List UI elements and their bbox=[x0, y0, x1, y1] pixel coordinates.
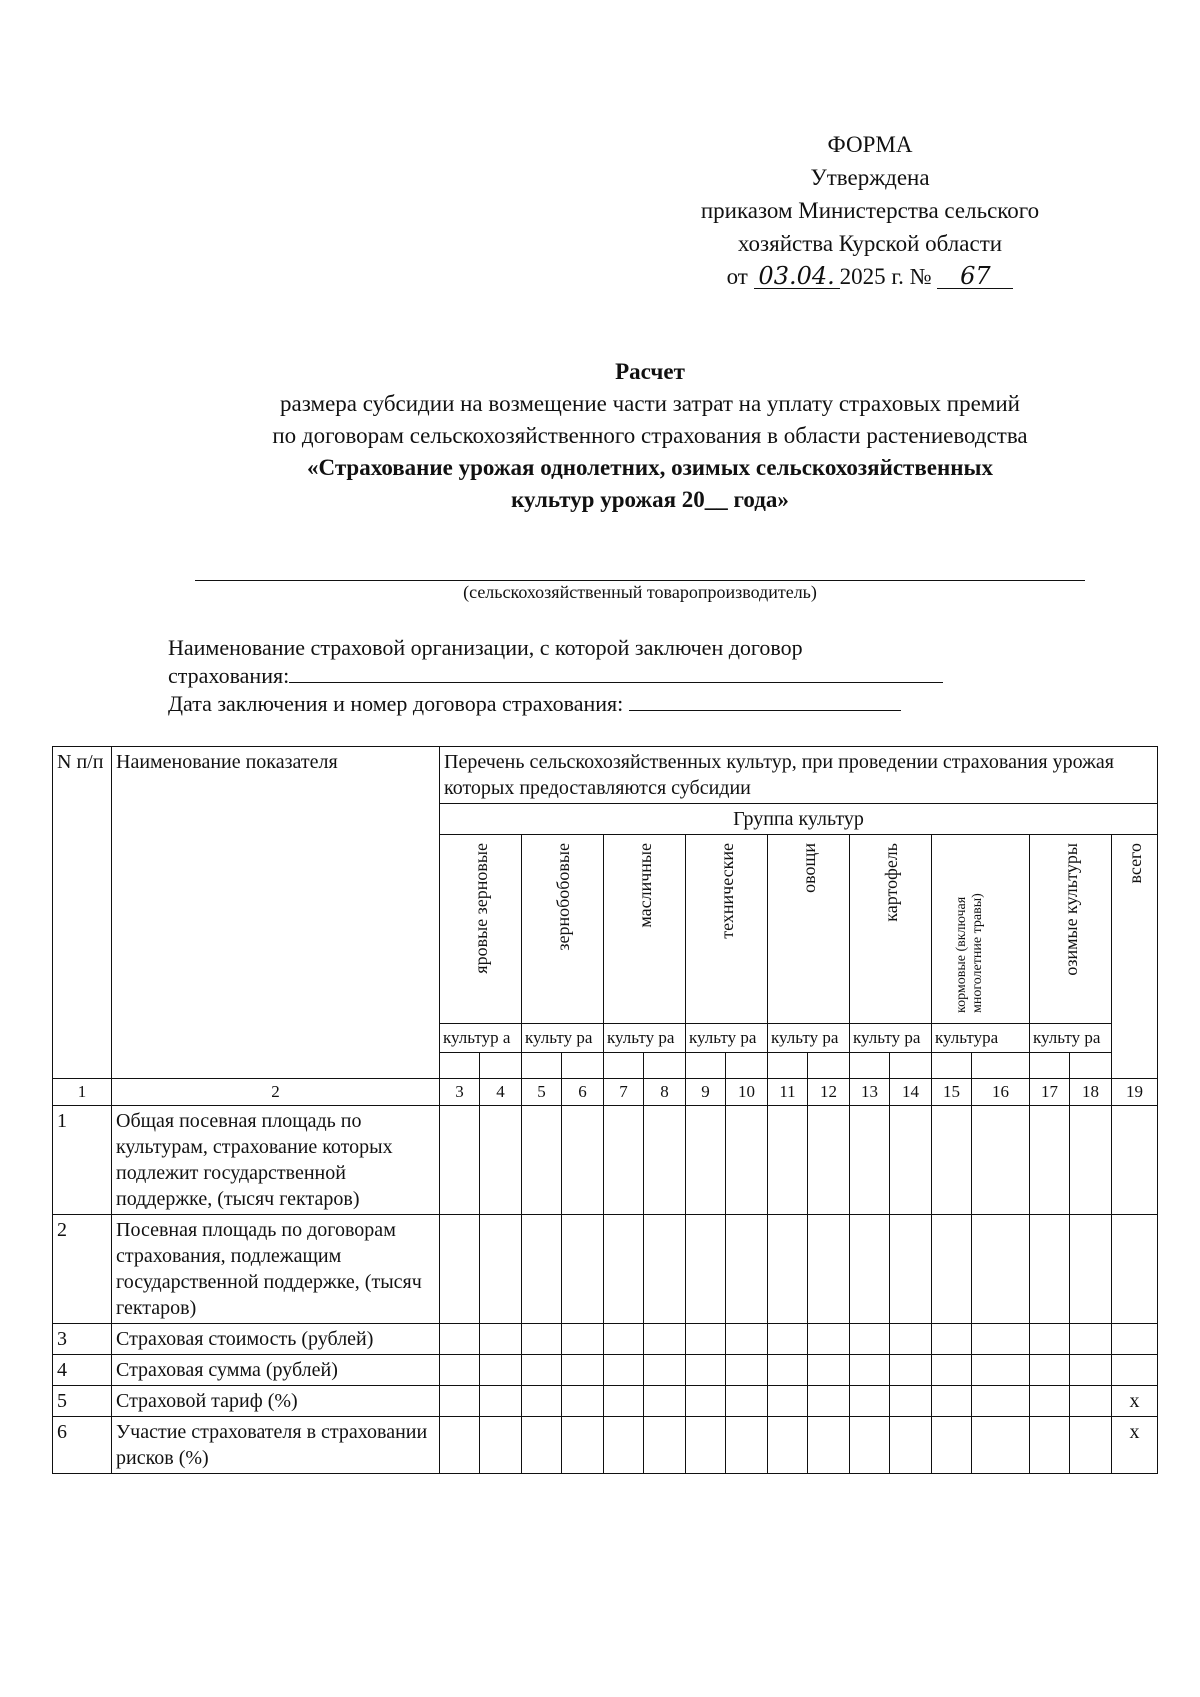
col-number: 3 bbox=[440, 1079, 480, 1106]
row-number: 2 bbox=[53, 1215, 112, 1324]
approval-date-line bbox=[650, 260, 1090, 293]
value-cell[interactable] bbox=[808, 1355, 850, 1386]
col-number: 13 bbox=[850, 1079, 890, 1106]
group-label: зернобобовые bbox=[552, 843, 573, 951]
value-cell[interactable] bbox=[768, 1386, 808, 1417]
insurer-label-line-1: Наименование страховой организации, с которой заключен договор bbox=[168, 635, 803, 660]
culture-blank-cell[interactable] bbox=[522, 1053, 562, 1079]
col-number: 12 bbox=[808, 1079, 850, 1106]
col-number: 18 bbox=[1070, 1079, 1112, 1106]
culture-blank-cell[interactable] bbox=[1070, 1053, 1112, 1079]
insurer-blank-field[interactable] bbox=[289, 662, 943, 683]
group-total bbox=[1112, 835, 1158, 1079]
crops-header: Перечень сельскохозяйственных культур, при проведении страхования урожая которых предоставляются субсидии bbox=[440, 747, 1158, 804]
group-fodder bbox=[932, 835, 1030, 1024]
total-label: всего bbox=[1124, 843, 1145, 884]
total-cell[interactable] bbox=[1112, 1106, 1158, 1215]
value-cell[interactable] bbox=[850, 1215, 890, 1324]
value-cell[interactable] bbox=[1030, 1324, 1070, 1355]
value-cell[interactable] bbox=[604, 1215, 644, 1324]
culture-label: культу ра bbox=[604, 1024, 686, 1053]
value-cell[interactable] bbox=[1070, 1386, 1112, 1417]
group-label: масличные bbox=[634, 843, 655, 928]
culture-label: культу ра bbox=[768, 1024, 850, 1053]
row-indicator-name: Страховая сумма (рублей) bbox=[112, 1355, 440, 1386]
group-header: Группа культур bbox=[440, 804, 1158, 835]
value-cell[interactable] bbox=[850, 1386, 890, 1417]
value-cell[interactable] bbox=[522, 1215, 562, 1324]
title-line-1: размера субсидии на возмещение части затрат на уплату страховых премий bbox=[280, 391, 1020, 416]
value-cell[interactable] bbox=[480, 1324, 522, 1355]
row-indicator-name: Общая посевная площадь по культурам, страхование которых подлежит государственной поддержке, (тысяч гектаров) bbox=[112, 1106, 440, 1215]
value-cell[interactable] bbox=[480, 1386, 522, 1417]
culture-label: культу ра bbox=[850, 1024, 932, 1053]
value-cell[interactable] bbox=[932, 1386, 972, 1417]
value-cell[interactable] bbox=[644, 1417, 686, 1474]
value-cell[interactable] bbox=[1070, 1215, 1112, 1324]
value-cell[interactable] bbox=[932, 1215, 972, 1324]
title-line-4: культур урожая 20__ года» bbox=[511, 487, 789, 512]
value-cell[interactable] bbox=[644, 1386, 686, 1417]
total-cell[interactable] bbox=[1112, 1324, 1158, 1355]
column-number-row bbox=[53, 1079, 1158, 1106]
culture-label: культу ра bbox=[686, 1024, 768, 1053]
col-number: 6 bbox=[562, 1079, 604, 1106]
approval-ministry-line: хозяйства Курской области bbox=[737, 231, 1003, 256]
row-number: 4 bbox=[53, 1355, 112, 1386]
value-cell[interactable] bbox=[1030, 1355, 1070, 1386]
insurance-fields bbox=[168, 634, 943, 718]
table-row bbox=[53, 1324, 1158, 1355]
insurer-label: страхования: bbox=[168, 663, 290, 688]
value-cell[interactable] bbox=[1070, 1106, 1112, 1215]
row-indicator-name: Страховой тариф (%) bbox=[112, 1386, 440, 1417]
total-cell[interactable] bbox=[1112, 1215, 1158, 1324]
group-technical bbox=[686, 835, 768, 1024]
from-label: от bbox=[726, 264, 748, 289]
group-oilseeds bbox=[604, 835, 686, 1024]
value-cell[interactable] bbox=[1070, 1417, 1112, 1474]
title-line-2: по договорам сельскохозяйственного страхования в области растениеводства bbox=[272, 423, 1028, 448]
col-number: 1 bbox=[53, 1079, 112, 1106]
row-indicator-name: Страховая стоимость (рублей) bbox=[112, 1324, 440, 1355]
value-cell[interactable] bbox=[726, 1106, 768, 1215]
value-cell[interactable] bbox=[644, 1106, 686, 1215]
culture-label: культур а bbox=[440, 1024, 522, 1053]
culture-blank-cell[interactable] bbox=[1030, 1053, 1070, 1079]
value-cell[interactable] bbox=[850, 1355, 890, 1386]
culture-blank-cell[interactable] bbox=[890, 1053, 932, 1079]
value-cell[interactable] bbox=[808, 1215, 850, 1324]
col-name-header: Наименование показателя bbox=[112, 747, 440, 1079]
value-cell[interactable] bbox=[972, 1386, 1030, 1417]
value-cell[interactable] bbox=[768, 1417, 808, 1474]
value-cell[interactable] bbox=[1030, 1386, 1070, 1417]
value-cell[interactable] bbox=[768, 1355, 808, 1386]
value-cell[interactable] bbox=[808, 1106, 850, 1215]
value-cell[interactable] bbox=[644, 1355, 686, 1386]
value-cell[interactable] bbox=[440, 1215, 480, 1324]
value-cell[interactable] bbox=[686, 1355, 726, 1386]
value-cell[interactable] bbox=[972, 1417, 1030, 1474]
value-cell[interactable] bbox=[440, 1355, 480, 1386]
value-cell[interactable] bbox=[932, 1355, 972, 1386]
culture-blank-cell[interactable] bbox=[440, 1053, 480, 1079]
value-cell[interactable] bbox=[932, 1324, 972, 1355]
culture-blank-cell[interactable] bbox=[768, 1053, 808, 1079]
row-indicator-name: Участие страхователя в страховании рисков (%) bbox=[112, 1417, 440, 1474]
value-cell[interactable] bbox=[604, 1355, 644, 1386]
value-cell[interactable] bbox=[522, 1417, 562, 1474]
group-label: кормовые (включая многолетние травы) bbox=[953, 893, 985, 1013]
value-cell[interactable] bbox=[522, 1355, 562, 1386]
row-number: 6 bbox=[53, 1417, 112, 1474]
value-cell[interactable] bbox=[480, 1417, 522, 1474]
value-cell[interactable] bbox=[686, 1386, 726, 1417]
year-label: 2025 г. bbox=[839, 264, 904, 289]
total-cell[interactable]: x bbox=[1112, 1386, 1158, 1417]
handwritten-number: 67 bbox=[937, 264, 1013, 289]
value-cell[interactable] bbox=[932, 1106, 972, 1215]
culture-blank-cell[interactable] bbox=[972, 1053, 1030, 1079]
value-cell[interactable] bbox=[686, 1417, 726, 1474]
col-number: 19 bbox=[1112, 1079, 1158, 1106]
title-line-3: «Страхование урожая однолетних, озимых сельскохозяйственных bbox=[307, 455, 993, 480]
culture-blank-cell[interactable] bbox=[932, 1053, 972, 1079]
value-cell[interactable] bbox=[604, 1417, 644, 1474]
col-number: 16 bbox=[972, 1079, 1030, 1106]
table-body bbox=[53, 1106, 1158, 1474]
total-cell[interactable]: x bbox=[1112, 1417, 1158, 1474]
group-label: яровые зерновые bbox=[470, 843, 491, 974]
col-number: 10 bbox=[726, 1079, 768, 1106]
value-cell[interactable] bbox=[604, 1386, 644, 1417]
culture-blank-cell[interactable] bbox=[850, 1053, 890, 1079]
value-cell[interactable] bbox=[644, 1215, 686, 1324]
col-number: 17 bbox=[1030, 1079, 1070, 1106]
value-cell[interactable] bbox=[890, 1324, 932, 1355]
value-cell[interactable] bbox=[890, 1417, 932, 1474]
value-cell[interactable] bbox=[1030, 1417, 1070, 1474]
value-cell[interactable] bbox=[562, 1106, 604, 1215]
table-row bbox=[53, 1386, 1158, 1417]
culture-blank-cell[interactable] bbox=[686, 1053, 726, 1079]
group-label: технические bbox=[716, 843, 737, 939]
value-cell[interactable] bbox=[522, 1386, 562, 1417]
value-cell[interactable] bbox=[480, 1215, 522, 1324]
value-cell[interactable] bbox=[686, 1106, 726, 1215]
value-cell[interactable] bbox=[808, 1324, 850, 1355]
value-cell[interactable] bbox=[1070, 1324, 1112, 1355]
value-cell[interactable] bbox=[850, 1106, 890, 1215]
contract-label: Дата заключения и номер договора страхования: bbox=[168, 691, 624, 716]
value-cell[interactable] bbox=[890, 1386, 932, 1417]
value-cell[interactable] bbox=[890, 1215, 932, 1324]
contract-blank-field[interactable] bbox=[629, 690, 901, 711]
approval-block bbox=[650, 128, 1090, 293]
document-title bbox=[150, 356, 1150, 516]
col-number: 5 bbox=[522, 1079, 562, 1106]
group-label: овощи bbox=[798, 843, 819, 893]
group-winter bbox=[1030, 835, 1112, 1024]
value-cell[interactable] bbox=[726, 1386, 768, 1417]
row-number: 5 bbox=[53, 1386, 112, 1417]
value-cell[interactable] bbox=[440, 1106, 480, 1215]
value-cell[interactable] bbox=[726, 1417, 768, 1474]
culture-label: культура bbox=[932, 1024, 1030, 1053]
producer-caption: (сельскохозяйственный товаропроизводитель) bbox=[463, 582, 817, 602]
approval-order-line: приказом Министерства сельского bbox=[700, 198, 1040, 223]
value-cell[interactable] bbox=[768, 1324, 808, 1355]
group-label: озимые культуры bbox=[1060, 843, 1081, 976]
value-cell[interactable] bbox=[686, 1215, 726, 1324]
row-number: 3 bbox=[53, 1324, 112, 1355]
culture-blank-cell[interactable] bbox=[726, 1053, 768, 1079]
col-number: 8 bbox=[644, 1079, 686, 1106]
culture-blank-cell[interactable] bbox=[480, 1053, 522, 1079]
title-heading: Расчет bbox=[615, 359, 685, 384]
table-row bbox=[53, 1355, 1158, 1386]
col-n-header: N п/п bbox=[53, 747, 112, 1079]
value-cell[interactable] bbox=[972, 1324, 1030, 1355]
approved-label: Утверждена bbox=[810, 165, 930, 190]
value-cell[interactable] bbox=[932, 1417, 972, 1474]
contract-line bbox=[168, 690, 943, 718]
col-number: 15 bbox=[932, 1079, 972, 1106]
culture-blank-cell[interactable] bbox=[808, 1053, 850, 1079]
insurer-label-line-2 bbox=[168, 662, 943, 690]
row-indicator-name: Посевная площадь по договорам страхования, подлежащим государственной поддержке, (тысяч гектаров) bbox=[112, 1215, 440, 1324]
col-number: 7 bbox=[604, 1079, 644, 1106]
col-number: 11 bbox=[768, 1079, 808, 1106]
table-row bbox=[53, 1215, 1158, 1324]
group-label: картофель bbox=[880, 843, 901, 922]
value-cell[interactable] bbox=[522, 1324, 562, 1355]
value-cell[interactable] bbox=[972, 1215, 1030, 1324]
value-cell[interactable] bbox=[726, 1215, 768, 1324]
col-number: 4 bbox=[480, 1079, 522, 1106]
value-cell[interactable] bbox=[522, 1106, 562, 1215]
group-potato bbox=[850, 835, 932, 1024]
value-cell[interactable] bbox=[1070, 1355, 1112, 1386]
value-cell[interactable] bbox=[972, 1106, 1030, 1215]
value-cell[interactable] bbox=[440, 1417, 480, 1474]
group-vegetables bbox=[768, 835, 850, 1024]
value-cell[interactable] bbox=[768, 1215, 808, 1324]
value-cell[interactable] bbox=[1030, 1215, 1070, 1324]
value-cell[interactable] bbox=[604, 1106, 644, 1215]
culture-label: культу ра bbox=[522, 1024, 604, 1053]
group-spring-grain bbox=[440, 835, 522, 1024]
subsidy-table bbox=[52, 746, 1158, 1474]
table-row bbox=[53, 1417, 1158, 1474]
value-cell[interactable] bbox=[562, 1324, 604, 1355]
value-cell[interactable] bbox=[808, 1386, 850, 1417]
col-number: 14 bbox=[890, 1079, 932, 1106]
number-sign: № bbox=[909, 264, 932, 289]
value-cell[interactable] bbox=[440, 1386, 480, 1417]
value-cell[interactable] bbox=[644, 1324, 686, 1355]
culture-label: культу ра bbox=[1030, 1024, 1112, 1053]
value-cell[interactable] bbox=[768, 1106, 808, 1215]
value-cell[interactable] bbox=[726, 1355, 768, 1386]
value-cell[interactable] bbox=[562, 1215, 604, 1324]
value-cell[interactable] bbox=[562, 1417, 604, 1474]
value-cell[interactable] bbox=[604, 1324, 644, 1355]
total-cell[interactable] bbox=[1112, 1355, 1158, 1386]
group-legumes bbox=[522, 835, 604, 1024]
culture-blank-cell[interactable] bbox=[562, 1053, 604, 1079]
value-cell[interactable] bbox=[686, 1324, 726, 1355]
value-cell[interactable] bbox=[890, 1355, 932, 1386]
value-cell[interactable] bbox=[480, 1355, 522, 1386]
value-cell[interactable] bbox=[808, 1417, 850, 1474]
value-cell[interactable] bbox=[562, 1355, 604, 1386]
value-cell[interactable] bbox=[890, 1106, 932, 1215]
value-cell[interactable] bbox=[850, 1417, 890, 1474]
value-cell[interactable] bbox=[726, 1324, 768, 1355]
table-row bbox=[53, 1106, 1158, 1215]
culture-blank-cell[interactable] bbox=[644, 1053, 686, 1079]
handwritten-date: 03.04. bbox=[754, 264, 840, 289]
value-cell[interactable] bbox=[1030, 1106, 1070, 1215]
culture-blank-cell[interactable] bbox=[604, 1053, 644, 1079]
col-number: 9 bbox=[686, 1079, 726, 1106]
col-number: 2 bbox=[112, 1079, 440, 1106]
form-label: ФОРМА bbox=[827, 132, 913, 157]
value-cell[interactable] bbox=[480, 1106, 522, 1215]
row-number: 1 bbox=[53, 1106, 112, 1215]
producer-underline bbox=[195, 570, 1085, 581]
value-cell[interactable] bbox=[850, 1324, 890, 1355]
value-cell[interactable] bbox=[440, 1324, 480, 1355]
value-cell[interactable] bbox=[972, 1355, 1030, 1386]
value-cell[interactable] bbox=[562, 1386, 604, 1417]
